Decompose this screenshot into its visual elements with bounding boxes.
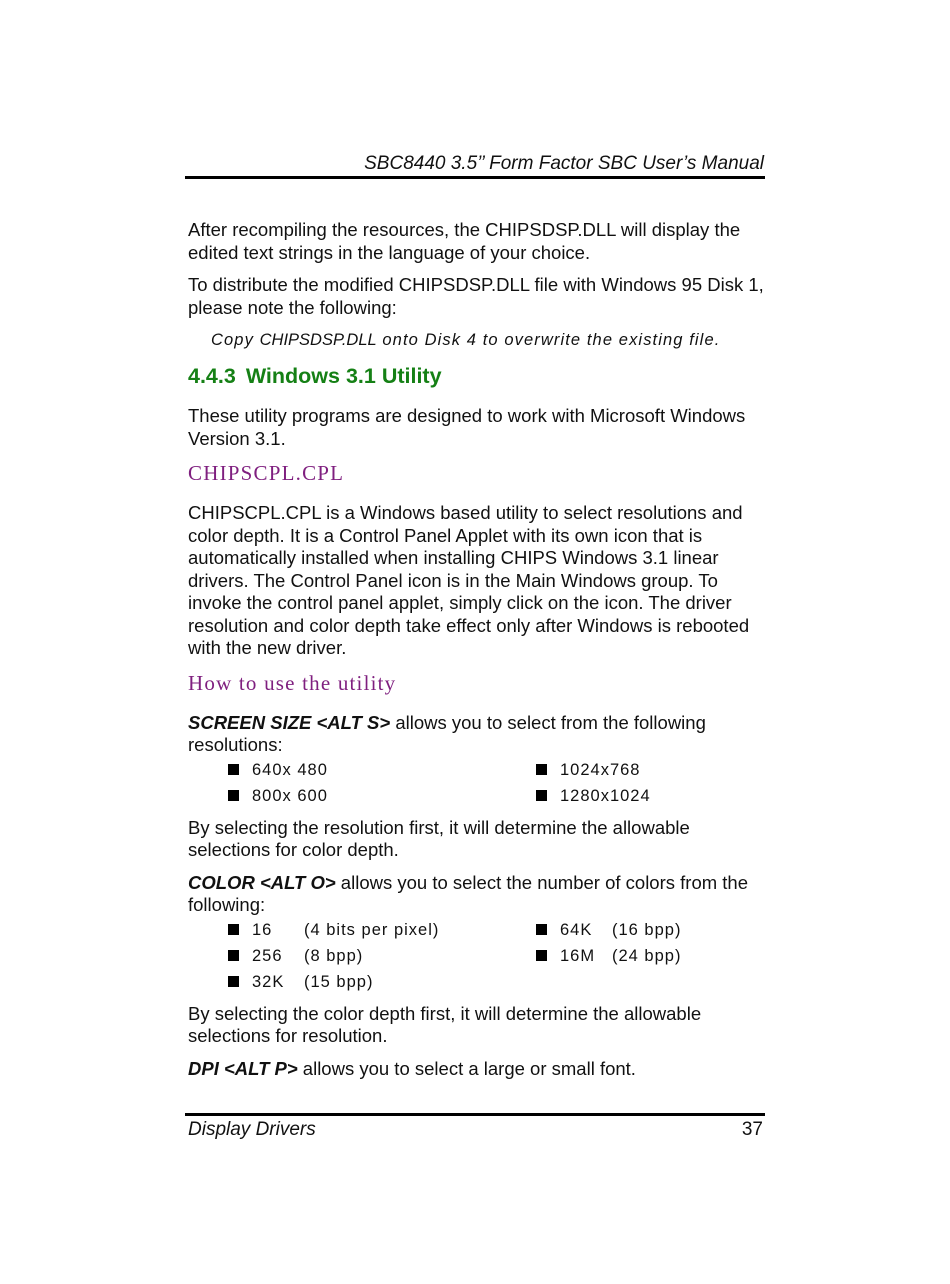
- footer-chapter: Display Drivers: [188, 1119, 316, 1140]
- page-number: 37: [741, 1119, 763, 1140]
- color-bpp: (8 bpp): [304, 946, 364, 965]
- resolution-value: 640x 480: [252, 760, 328, 779]
- list-item: [536, 759, 756, 781]
- resolution-list: [228, 759, 768, 807]
- color-depth-list: [228, 919, 768, 993]
- square-bullet-icon: [536, 790, 547, 801]
- square-bullet-icon: [228, 924, 239, 935]
- color-bpp: (24 bpp): [612, 946, 682, 965]
- square-bullet-icon: [536, 764, 547, 775]
- chipscpl-description: CHIPSCPL.CPL is a Windows based utility to select resolutions and color depth. It is a Control Panel Applet with its own icon that is automatically installed when installing CHIPS Windows 3.1 linear drivers. The Control Panel icon is in the Main Windows group. To invoke the control panel applet, simply click on the icon. The driver resolution and color depth take effect only after Windows is rebooted with the new driver.: [188, 502, 750, 658]
- copy-instruction-prefix: Copy: [211, 331, 260, 349]
- resolution-value: 1280x1024: [560, 786, 651, 805]
- color-count: 64K: [560, 920, 593, 939]
- copy-instruction-filename: CHIPSDSP.DLL: [259, 331, 377, 349]
- dpi-paragraph: [188, 1058, 768, 1081]
- square-bullet-icon: [536, 950, 547, 961]
- color-paragraph: [188, 872, 768, 917]
- section-title: Windows 3.1 Utility: [245, 364, 442, 388]
- header-rule: [185, 176, 765, 179]
- copy-instruction: [211, 329, 768, 351]
- howto-heading: How to use the utility: [188, 670, 397, 695]
- color-count: 32K: [252, 972, 285, 991]
- intro-paragraph-2: To distribute the modified CHIPSDSP.DLL file with Windows 95 Disk 1, please note the following:: [188, 274, 764, 318]
- color-note: By selecting the color depth first, it will determine the allowable selections for resolution.: [188, 1002, 702, 1046]
- intro-paragraph-1: After recompiling the resources, the CHIPSDSP.DLL will display the edited text strings in the language of your choice.: [188, 219, 741, 263]
- chipscpl-heading: CHIPSCPL.CPL: [188, 461, 345, 485]
- color-count: 16: [252, 920, 273, 939]
- color-bpp: (15 bpp): [304, 972, 374, 991]
- screen-size-note: By selecting the resolution first, it will determine the allowable selections for color depth.: [188, 816, 690, 860]
- square-bullet-icon: [228, 976, 239, 987]
- list-item: [536, 785, 756, 807]
- page-body: [188, 219, 768, 1090]
- list-item: [228, 759, 536, 781]
- square-bullet-icon: [536, 924, 547, 935]
- resolution-value: 1024x768: [560, 760, 641, 779]
- section-number: 4.4.3: [188, 364, 236, 388]
- list-item: [536, 945, 756, 967]
- dpi-text: allows you to select a large or small font.: [297, 1057, 636, 1079]
- color-count: 256: [252, 946, 283, 965]
- square-bullet-icon: [228, 764, 239, 775]
- color-count: 16M: [560, 946, 596, 965]
- color-bpp: (16 bpp): [612, 920, 682, 939]
- list-item: [228, 919, 536, 941]
- footer-rule: [185, 1113, 765, 1116]
- list-item: [228, 945, 536, 967]
- screen-size-text: allows you to select from the following resolutions:: [188, 711, 706, 755]
- dpi-shortcut: DPI <ALT P>: [188, 1057, 298, 1079]
- screen-size-shortcut: SCREEN SIZE <ALT S>: [188, 711, 391, 733]
- list-item: [228, 785, 536, 807]
- color-text: allows you to select the number of colors from the following:: [188, 871, 749, 915]
- copy-instruction-suffix: onto Disk 4 to overwrite the existing file.: [376, 331, 721, 349]
- section-heading: [188, 363, 768, 389]
- square-bullet-icon: [228, 950, 239, 961]
- square-bullet-icon: [228, 790, 239, 801]
- section-intro: These utility programs are designed to work with Microsoft Windows Version 3.1.: [188, 405, 746, 449]
- resolution-value: 800x 600: [252, 786, 328, 805]
- page-footer: [188, 1118, 763, 1142]
- color-bpp: (4 bits per pixel): [304, 920, 440, 939]
- screen-size-paragraph: [188, 712, 768, 757]
- list-item: [228, 971, 536, 993]
- color-shortcut: COLOR <ALT O>: [188, 871, 336, 893]
- list-item: [536, 919, 756, 941]
- running-header-title: SBC8440 3.5’’ Form Factor SBC User’s Manual: [364, 153, 764, 174]
